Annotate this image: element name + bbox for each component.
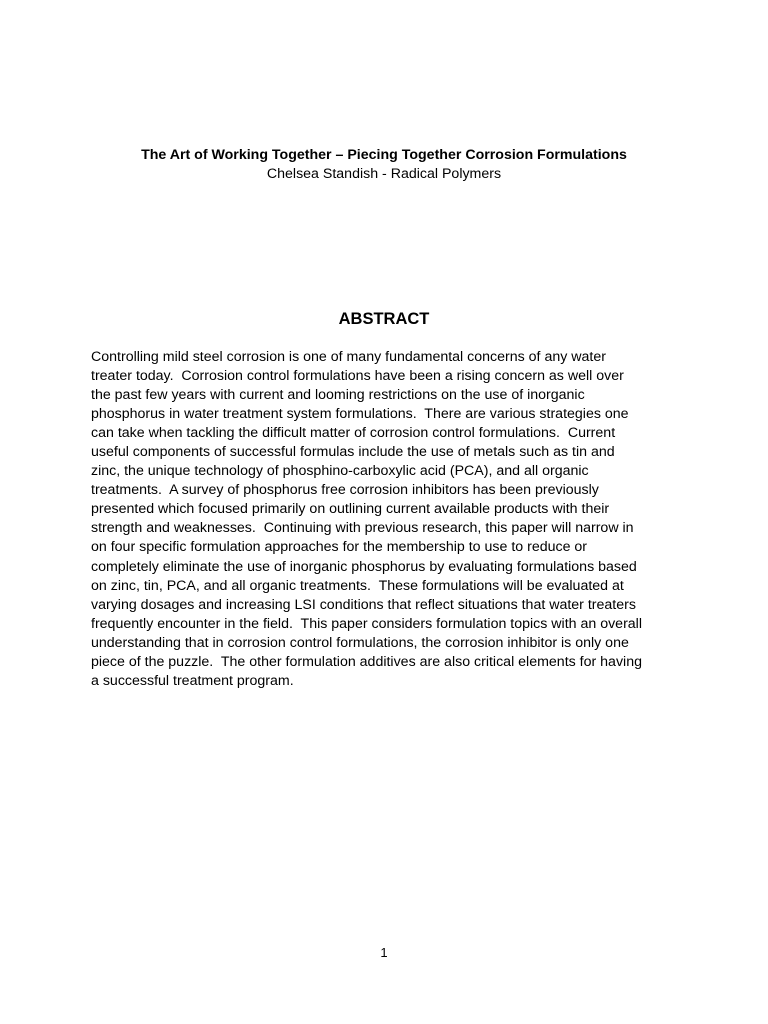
- abstract-heading: ABSTRACT: [338, 310, 430, 328]
- author-byline: Chelsea Standish - Radical Polymers: [266, 166, 502, 182]
- abstract-line: Controlling mild steel corrosion is one of many fundamental concerns of any water: [91, 349, 606, 365]
- abstract-line: understanding that in corrosion control formulations, the corrosion inhibitor is only one: [91, 634, 629, 651]
- abstract-line: varying dosages and increasing LSI conditions that reflect situations that water treaters: [91, 596, 636, 613]
- abstract-line: a successful treatment program.: [91, 672, 294, 689]
- abstract-line: treatments. A survey of phosphorus free corrosion inhibitors has been previously: [91, 482, 599, 499]
- abstract-line: treater today. Corrosion control formulations have been a rising concern as well over: [91, 368, 624, 385]
- abstract-line: frequently encounter in the field. This paper considers formulation topics with an overall: [91, 615, 642, 632]
- abstract-line: completely eliminate the use of inorganic phosphorus by evaluating formulations based: [91, 558, 637, 575]
- abstract-paragraph: [91, 348, 691, 691]
- abstract-line: on zinc, tin, PCA, and all organic treatments. These formulations will be evaluated at: [91, 577, 624, 594]
- abstract-line: can take when tackling the difficult matter of corrosion control formulations. Current: [91, 425, 616, 442]
- abstract-line: strength and weaknesses. Continuing with previous research, this paper will narrow in: [91, 520, 634, 537]
- abstract-line: zinc, the unique technology of phosphino-carboxylic acid (PCA), and all organic: [91, 463, 589, 480]
- abstract-line: phosphorus in water treatment system formulations. There are various strategies one: [91, 406, 629, 423]
- abstract-line: piece of the puzzle. The other formulation additives are also critical elements for having: [91, 653, 642, 670]
- abstract-line: on four specific formulation approaches for the membership to use to reduce or: [91, 539, 588, 556]
- abstract-line: useful components of successful formulas include the use of metals such as tin and: [91, 444, 615, 461]
- page-number: 1: [380, 945, 388, 960]
- abstract-line: presented which focused primarily on outlining current available products with their: [91, 501, 610, 518]
- paper-title: The Art of Working Together – Piecing Together Corrosion Formulations: [141, 147, 627, 163]
- abstract-line: the past few years with current and looming restrictions on the use of inorganic: [91, 387, 585, 404]
